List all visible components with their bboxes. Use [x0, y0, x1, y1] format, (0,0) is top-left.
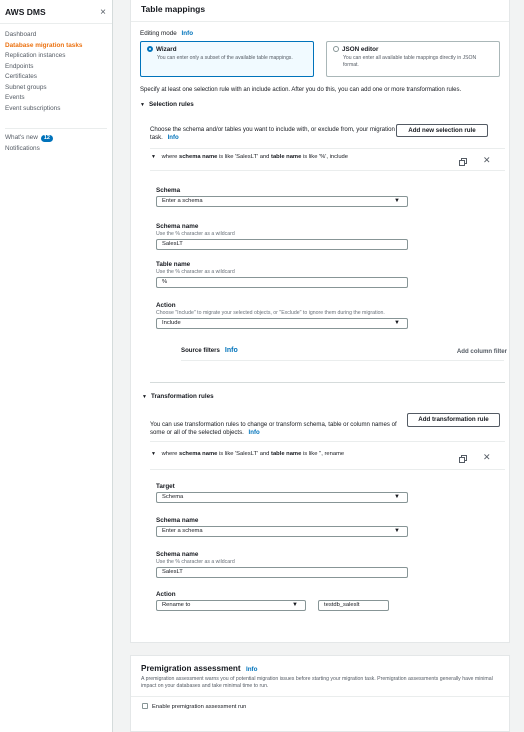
caret-down-icon: ▼: [151, 451, 156, 457]
close-icon[interactable]: ✕: [483, 452, 491, 462]
chevron-down-icon: ▼: [292, 602, 298, 608]
premigration-panel: [130, 655, 510, 732]
transformation-rule-header[interactable]: [151, 451, 491, 465]
json-editor-radio[interactable]: [333, 46, 339, 52]
transformation-rules-toggle[interactable]: [142, 393, 214, 400]
transform-action-field: [156, 591, 416, 611]
mappings-instructions: Specify at least one selection rule with an include action. After you do this, you can add one or more transformation rules.: [140, 87, 462, 93]
json-editor-tile[interactable]: [326, 41, 500, 77]
target-label: Target: [156, 483, 175, 490]
wizard-title: Wizard: [156, 46, 177, 53]
sidebar-item-dashboard[interactable]: Dashboard: [5, 31, 37, 38]
rule-keyword: table name: [271, 154, 302, 160]
target-field: [156, 483, 408, 503]
selection-rules-heading: Selection rules: [148, 101, 194, 108]
rule-keyword: table name: [271, 451, 302, 457]
sidebar-item-event-subscriptions[interactable]: Event subscriptions: [5, 104, 61, 112]
whats-new-badge: 12: [41, 135, 53, 142]
sidebar-item-certificates[interactable]: Certificates: [5, 73, 37, 80]
wizard-title-row: [147, 46, 307, 53]
schema-name-label: Schema name: [156, 517, 199, 524]
rule-divider: [150, 441, 505, 442]
target-select[interactable]: [156, 492, 408, 503]
table-name-input[interactable]: %: [156, 277, 408, 288]
wildcard-hint: Use the % character as a wildcard: [156, 559, 235, 565]
selection-rules-intro: [150, 126, 400, 142]
sidebar-title: AWS DMS: [5, 7, 46, 17]
editing-mode-row: [140, 30, 500, 37]
sidebar-item-subnet-groups[interactable]: Subnet groups: [5, 83, 47, 91]
schema-name-input[interactable]: SalesLT: [156, 567, 408, 578]
sidebar-item-endpoints[interactable]: Endpoints: [5, 62, 34, 70]
rule-divider: [150, 148, 505, 149]
schema-name-select-field: [156, 517, 408, 537]
sidebar-item-events[interactable]: Events: [5, 94, 25, 101]
schema-name-label: Schema name: [156, 223, 199, 230]
rule-text: is like '', rename: [301, 451, 345, 457]
rule-keyword: schema name: [178, 451, 218, 457]
info-link[interactable]: Info: [224, 347, 238, 354]
enable-premigration-checkbox-row[interactable]: [142, 703, 246, 710]
close-icon[interactable]: ×: [100, 6, 106, 18]
sidebar-item-database-migration-tasks[interactable]: Database migration tasks: [5, 41, 83, 49]
info-link[interactable]: Info: [245, 666, 258, 673]
premigration-title-row: [141, 664, 258, 673]
filters-divider: [181, 360, 504, 361]
schema-label: Schema: [156, 187, 181, 194]
sidebar-item-notifications[interactable]: Notifications: [5, 144, 40, 152]
sidebar-item-whats-new[interactable]: [0, 133, 112, 144]
sidebar-divider: [0, 23, 112, 24]
section-divider: [150, 382, 505, 383]
schema-name-pattern-field: [156, 551, 408, 578]
chevron-down-icon: ▼: [394, 198, 400, 204]
copy-icon[interactable]: [459, 158, 467, 166]
schema-select[interactable]: [156, 196, 408, 207]
rule-text: where: [161, 451, 179, 457]
rule-text: is like 'SalesLT' and: [217, 154, 272, 160]
schema-name-label: Schema name: [156, 551, 199, 558]
rule-divider: [150, 170, 505, 171]
premigration-description: A premigration assessment warns you of potential migration issues before starting your migration task. Premigration assessments generally have minimal impact on your databases and take minimal time to run.: [141, 676, 493, 689]
wildcard-hint: Use the % character as a wildcard: [156, 231, 235, 237]
schema-name-select-value: Enter a schema: [162, 528, 203, 534]
rule-text: where: [161, 154, 179, 160]
caret-down-icon: ▼: [142, 394, 147, 400]
schema-name-input[interactable]: SalesLT: [156, 239, 408, 250]
rule-divider: [150, 469, 505, 470]
selection-rules-toggle[interactable]: [140, 101, 500, 108]
json-editor-title-row: [333, 46, 493, 53]
wizard-tile[interactable]: [140, 41, 314, 77]
caret-down-icon: ▼: [151, 154, 156, 160]
action-field: [156, 302, 408, 329]
table-mappings-body: [131, 22, 509, 108]
action-select-value: Include: [162, 320, 181, 326]
json-editor-title: JSON editor: [342, 46, 379, 53]
transformation-rules-section: [131, 393, 511, 643]
selection-rules-intro-text: Choose the schema and/or tables you want to include with, or exclude from, your migration task.: [150, 126, 395, 141]
rule-text: is like '%', include: [301, 154, 348, 160]
copy-icon[interactable]: [459, 455, 467, 463]
transformation-rules-heading: Transformation rules: [150, 393, 214, 400]
premigration-divider: [131, 696, 509, 697]
schema-field: [156, 187, 408, 207]
action-hint: Choose "Include" to migrate your selected objects, or "Exclude" to ignore them during the migration.: [156, 310, 385, 316]
editing-mode-tiles: [140, 41, 500, 77]
action-select-value: Rename to: [162, 602, 191, 608]
transformation-rules-intro-text: You can use transformation rules to change or transform schema, table or column names of some or all of the selected objects.: [150, 421, 397, 436]
rename-to-input[interactable]: testdb_saleslt: [318, 600, 389, 611]
enable-premigration-label: Enable premigration assessment run: [152, 704, 247, 710]
chevron-down-icon: ▼: [394, 320, 400, 326]
selection-rule-header[interactable]: [151, 154, 506, 168]
schema-name-field: [156, 223, 408, 250]
json-editor-description: You can enter all available table mappings directly in JSON format.: [343, 55, 477, 68]
wildcard-hint: Use the % character as a wildcard: [156, 269, 235, 275]
table-mappings-panel: [130, 0, 510, 643]
rule-text: is like 'SalesLT' and: [217, 451, 272, 457]
chevron-down-icon: ▼: [394, 494, 400, 500]
action-select[interactable]: [156, 600, 306, 611]
source-filters-row: [181, 347, 507, 361]
add-column-filter-button[interactable]: Add column filter: [456, 348, 507, 355]
sidebar-item-replication-instances[interactable]: Replication instances: [5, 52, 66, 59]
wizard-radio[interactable]: [147, 46, 153, 52]
enable-premigration-checkbox[interactable]: [142, 703, 148, 709]
add-new-selection-rule-button[interactable]: Add new selection rule: [396, 124, 488, 137]
source-filters-label: Source filters: [181, 347, 220, 354]
rule-keyword: schema name: [178, 154, 218, 160]
whats-new-label: What's new: [5, 134, 38, 141]
table-name-label: Table name: [156, 261, 191, 268]
schema-select-value: Enter a schema: [162, 198, 203, 204]
info-link[interactable]: Info: [248, 429, 260, 436]
editing-mode-label: Editing mode: [140, 30, 177, 37]
target-select-value: Schema: [162, 494, 184, 500]
add-transformation-rule-button[interactable]: Add transformation rule: [407, 413, 500, 427]
action-row: [156, 598, 416, 611]
transformation-rules-intro: [150, 421, 410, 437]
chevron-down-icon: ▼: [394, 528, 400, 534]
table-mappings-title: Table mappings: [131, 0, 509, 22]
sidebar-spacer: [0, 114, 112, 128]
action-label: Action: [156, 302, 176, 309]
close-icon[interactable]: ✕: [483, 155, 491, 165]
info-link[interactable]: Info: [167, 134, 179, 141]
schema-name-select[interactable]: [156, 526, 408, 537]
caret-down-icon: ▼: [140, 102, 145, 108]
info-link[interactable]: Info: [181, 30, 194, 37]
wizard-description: You can enter only a subset of the available table mappings.: [157, 55, 293, 61]
sidebar-divider: [5, 128, 107, 129]
sidebar-header: [0, 0, 112, 18]
selection-rules-section: [131, 118, 511, 388]
sidebar: [0, 0, 113, 732]
action-select[interactable]: [156, 318, 408, 329]
table-name-field: [156, 261, 408, 288]
premigration-title: Premigration assessment: [141, 664, 241, 673]
action-label: Action: [156, 591, 176, 598]
